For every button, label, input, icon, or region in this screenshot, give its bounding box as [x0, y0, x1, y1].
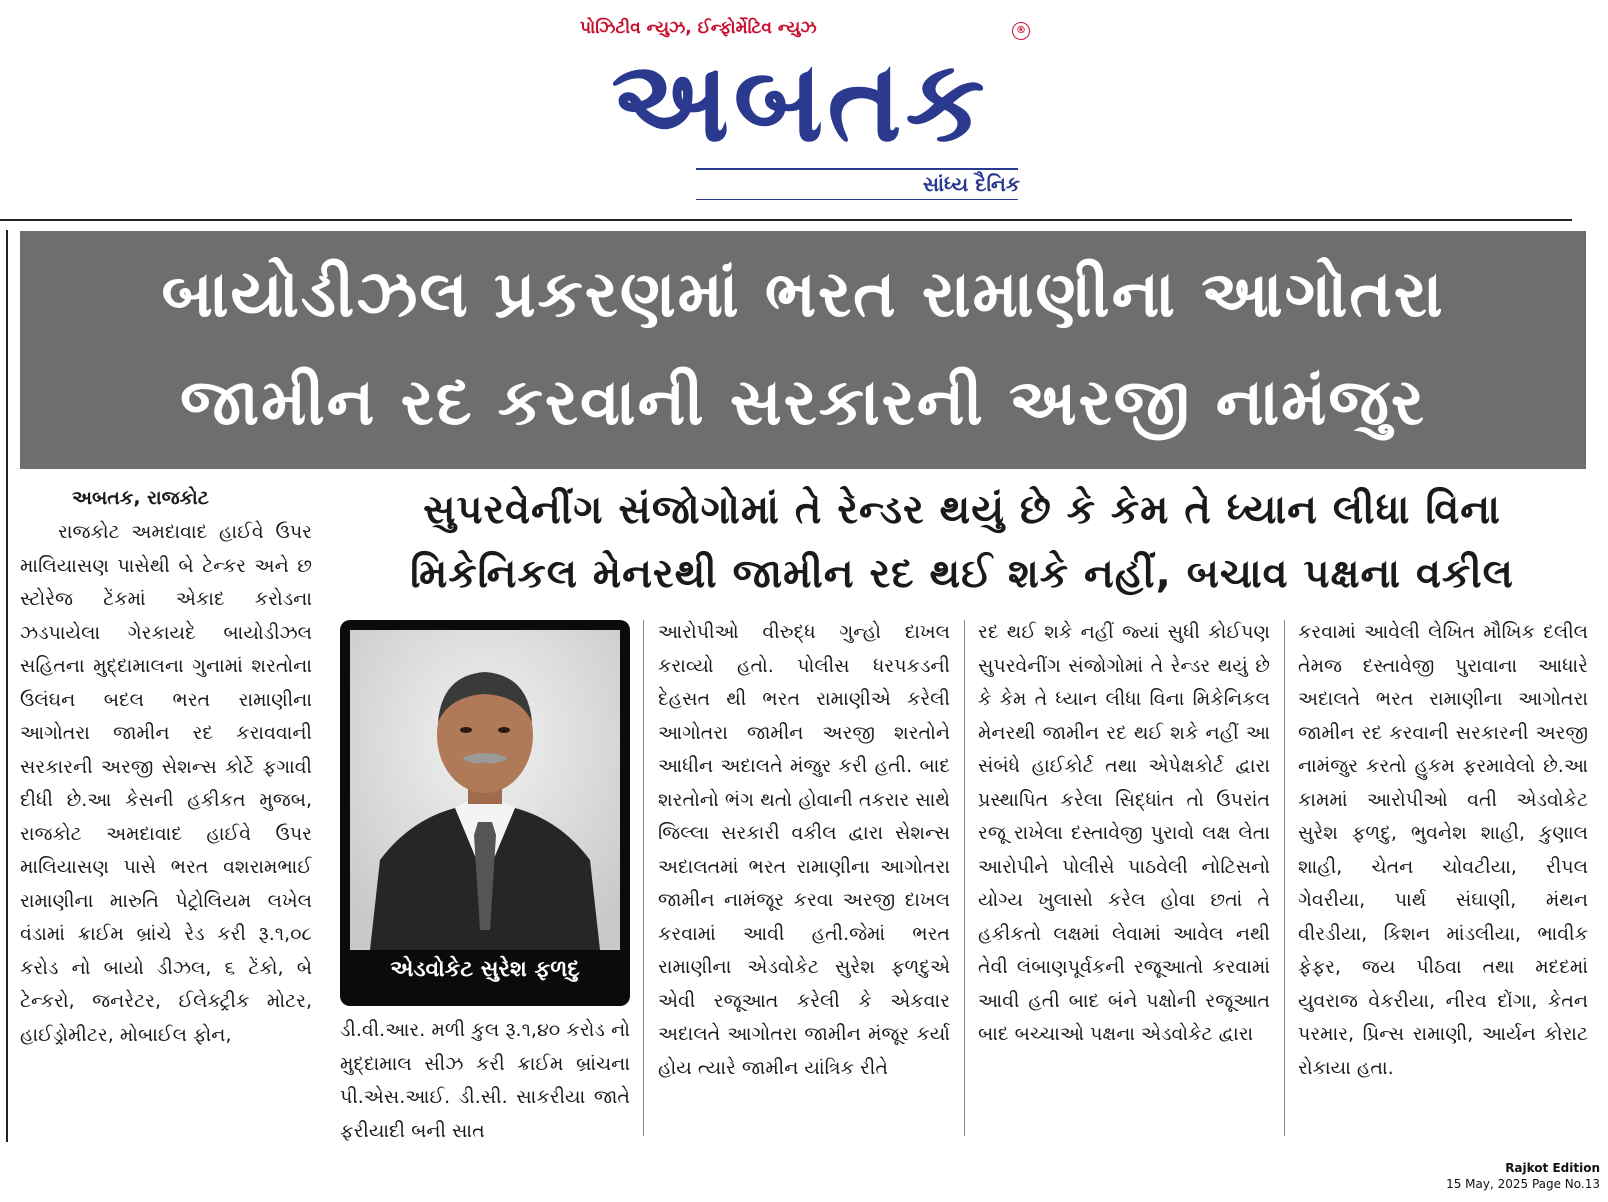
column-1-text: રાજકોટ અમદાવાદ હાઈવે ઉપર માલિયાસણ પાસેથી બે ટેન્કર અને છ સ્ટોરેજ ટેંકમાં એકાદ કરોડના ઝડપાયેલા ગેરકાયદે બાયોડીઝલ સહિતના મુદ્દામાલના ગુનામાં શરતોના ઉલંઘન બદલ ભરત રામાણીના આગોતરા જામીન રદ કરાવવાની સરકારની અરજી સેશન્સ કોર્ટે ફગાવી દીધી છે.આ કેસની હકીકત મુજબ, રાજકોટ અમદાવાદ હાઈવે ઉપર માલિયાસણ પાસે ભરત વશરામભાઈ રામાણીના મારુતિ પેટ્રોલિયમ લખેલ વંડામાં ક્રાઈમ બ્રાંચે રેડ કરી રૂ.૧,૦૮ કરોડ નો બાયો ડીઝલ, ૬ ટેંકો, બે ટેન્કરો, જનરેટર, ઈલેક્ટ્રીક મોટર, હાઈડ્રોમીટર, મોબાઈલ ફોન, [20, 521, 312, 1046]
headline-line-2: જામીન રદ કરવાની સરકારની અરજી નામંજુર [180, 366, 1426, 440]
logo-divider [696, 168, 1018, 170]
masthead-tagline: પોઝિટીવ ન્યુઝ, ઈન્ફોર્મેટિવ ન્યુઝ [580, 18, 817, 38]
column-5-text: કરવામાં આવેલી લેખિત મૌખિક દલીલ તેમજ દસ્તાવેજી પુરાવાના આધારે અદાલતે ભરત રામાણીના આગોતરા જામીન રદ કરવાની સરકારની અરજી નામંજુર કરતો હુકમ ફરમાવેલો છે.આ કામમાં આરોપીઓ વતી એડવોકેટ સુરેશ ફળદુ, ભુવનેશ શાહી, કુણાલ શાહી, ચેતન ચોવટીયા, રીપલ ગેવરીયા, પાર્થ સંઘાણી, મંથન વીરડીયા, કિશન માંડલીયા, ભાવીક ફેફર, જય પીઠવા તથા મદદમાં યુવરાજ વેકરીયા, નીરવ દોંગા, કેતન પરમાર, પ્રિન્સ રામાણી, આર્યન કોરાટ રોકાયા હતા. [1298, 621, 1588, 1079]
advocate-photo [340, 620, 630, 1006]
article-column-2 [340, 1014, 630, 1142]
photo-caption: એડવોકેટ સુરેશ ફળદુ [390, 957, 580, 982]
headline-banner [20, 231, 1586, 469]
portrait-image [350, 630, 620, 950]
article-column-1 [20, 516, 312, 1140]
masthead-subtitle: સાંધ્ય દૈનિક [922, 172, 1020, 196]
edition-info [1420, 1160, 1600, 1192]
logo-underline [696, 199, 1018, 200]
column-rule [1284, 620, 1285, 1136]
masthead-rule [0, 219, 1572, 221]
left-margin-rule [6, 230, 8, 1142]
dateline: અબતક, રાજકોટ [72, 487, 209, 509]
column-rule [964, 620, 965, 1136]
column-3-text: આરોપીઓ વીરુદ્ધ ગુન્હો દાખલ કરાવ્યો હતો. પોલીસ ધરપકડની દેહસત થી ભરત રામાણીએ કરેલી આગોતરા જામીન અરજી શરતોને આધીન અદાલતે મંજુર કરી હતી. બાદ શરતોનો ભંગ થતો હોવાની તકરાર સાથે જિલ્લા સરકારી વકીલ દ્વારા સેશન્સ અદાલતમાં ભરત રામાણીના આગોતરા જામીન નામંજૂર કરવા અરજી દાખલ કરવામાં આવી હતી.જેમાં ભરત રામાણીના એડવોકેટ સુરેશ ફળદુએ એવી રજૂઆત કરેલી કે એકવાર અદાલતે આગોતરા જામીન મંજૂર કર્યા હોય ત્યારે જામીન યાંત્રિક રીતે [658, 621, 950, 1079]
article-column-5 [1298, 616, 1588, 1140]
newspaper-logo: અબતક [611, 38, 989, 166]
headline-line-1: બાયોડીઝલ પ્રકરણમાં ભરત રામાણીના આગોતરા [161, 258, 1445, 332]
column-2-text: ડી.વી.આર. મળી કુલ રૂ.૧,૪૦ કરોડ નો મુદ્દામાલ સીઝ કરી ક્રાઈમ બ્રાંચના પી.એસ.આઈ. ડી.સી. સાકરીયા જાતે ફરીયાદી બની સાત [340, 1019, 630, 1142]
article-column-4 [978, 616, 1270, 1140]
article-column-3 [658, 616, 950, 1140]
subheadline-line-1: સુપરવેનીંગ સંજોગોમાં તે રેન્ડર થયું છે કે કેમ તે ધ્યાન લીધા વિના [423, 487, 1501, 533]
column-rule [643, 620, 644, 1136]
edition-date-page: 15 May, 2025 Page No.13 [1446, 1177, 1600, 1191]
edition-name: Rajkot Edition [1505, 1161, 1600, 1175]
subheadline-line-2: મિકેનિકલ મેનરથી જામીન રદ થઈ શકે નહીં, બચાવ પક્ષના વકીલ [410, 551, 1514, 597]
column-4-text: રદ થઈ શકે નહીં જ્યાં સુધી કોઈપણ સુપરવેનીંગ સંજોગોમાં તે રેન્ડર થયું છે કે કેમ તે ધ્યાન લીધા વિના મિકેનિકલ મેનરથી જામીન રદ થઈ શકે નહીં આ સંબંધે હાઈકોર્ટ તથા એપેક્ષકોર્ટ દ્વારા પ્રસ્થાપિત કરેલા સિદ્ધાંત તો ઉપરાંત રજૂ રાખેલા દસ્તાવેજી પુરાવો લક્ષ લેતા આરોપીને પોલીસે પાઠવેલી નોટિસનો યોગ્ય ખુલાસો કરેલ હોવા છતાં તે હકીકતો લક્ષમાં લેવામાં આવેલ નથી તેવી લંબાણપૂર્વકની રજૂઆતો કરવામાં આવી હતી બાદ બંને પક્ષોની રજૂઆત બાદ બચ્ચાઓ પક્ષના એડવોકેટ દ્વારા [978, 621, 1270, 1045]
registered-mark: ® [1012, 22, 1030, 40]
